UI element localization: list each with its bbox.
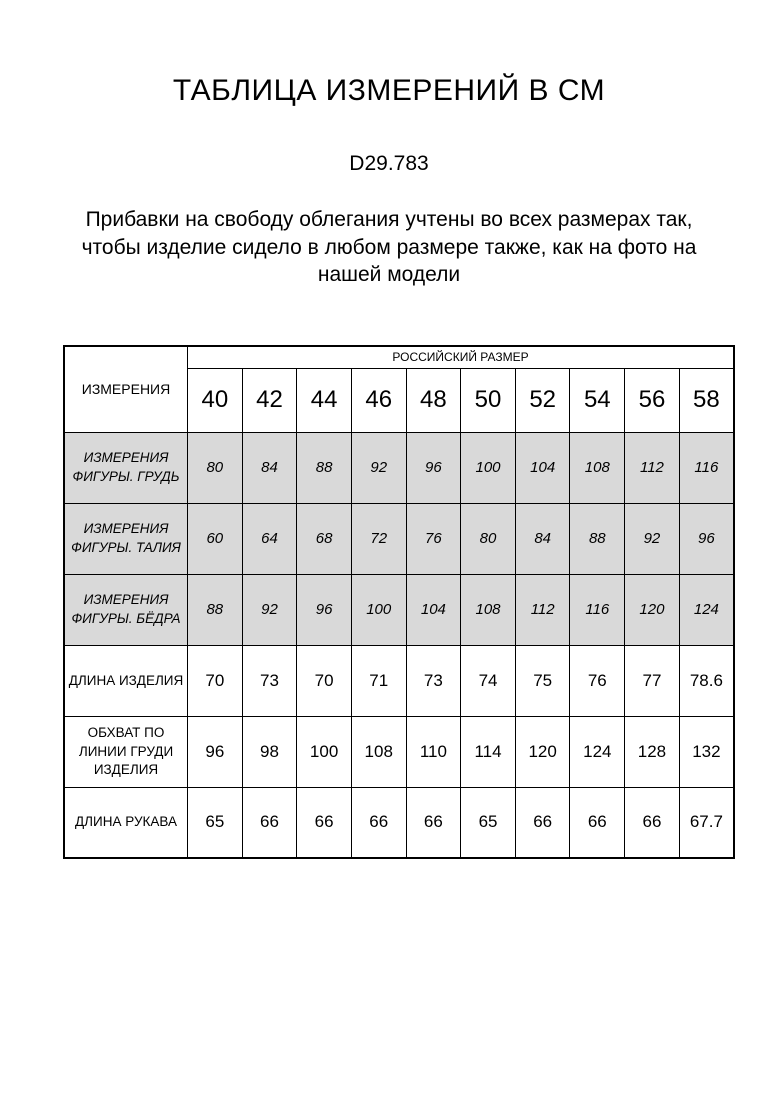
size-header-cell: 56 [625, 368, 680, 432]
value-cell: 96 [406, 432, 461, 503]
value-cell: 104 [406, 574, 461, 645]
value-cell: 73 [242, 645, 297, 716]
value-cell: 112 [515, 574, 570, 645]
value-cell: 65 [461, 787, 516, 858]
size-header-cell: 50 [461, 368, 516, 432]
value-cell: 66 [406, 787, 461, 858]
value-cell: 124 [679, 574, 734, 645]
value-cell: 108 [461, 574, 516, 645]
value-cell: 124 [570, 716, 625, 787]
size-header-cell: 54 [570, 368, 625, 432]
value-cell: 100 [351, 574, 406, 645]
value-cell: 71 [351, 645, 406, 716]
value-cell: 80 [188, 432, 243, 503]
value-cell: 70 [188, 645, 243, 716]
value-cell: 120 [625, 574, 680, 645]
value-cell: 66 [625, 787, 680, 858]
value-cell: 60 [188, 503, 243, 574]
value-cell: 114 [461, 716, 516, 787]
fit-note: Прибавки на свободу облегания учтены во всех размерах так, чтобы изделие сидело в любом размере также, как на фото на нашей модели [81, 208, 697, 287]
table-row [64, 716, 734, 787]
value-cell: 70 [297, 645, 352, 716]
value-cell: 132 [679, 716, 734, 787]
value-cell: 80 [461, 503, 516, 574]
size-header-cell: 52 [515, 368, 570, 432]
size-header-cell: 46 [351, 368, 406, 432]
value-cell: 104 [515, 432, 570, 503]
value-cell: 72 [351, 503, 406, 574]
value-cell: 96 [297, 574, 352, 645]
value-cell: 66 [351, 787, 406, 858]
value-cell: 120 [515, 716, 570, 787]
value-cell: 78.6 [679, 645, 734, 716]
group-header-row [64, 346, 734, 368]
value-cell: 73 [406, 645, 461, 716]
row-label: ОБХВАТ ПО ЛИНИИ ГРУДИ ИЗДЕЛИЯ [64, 716, 188, 787]
row-label: ИЗМЕРЕНИЯ ФИГУРЫ. ТАЛИЯ [64, 503, 188, 574]
value-cell: 92 [351, 432, 406, 503]
value-cell: 88 [297, 432, 352, 503]
value-cell: 84 [242, 432, 297, 503]
page-title: ТАБЛИЦА ИЗМЕРЕНИЙ В СМ [172, 74, 606, 107]
value-cell: 116 [570, 574, 625, 645]
row-label: ДЛИНА РУКАВА [64, 787, 188, 858]
value-cell: 100 [297, 716, 352, 787]
measurements-table [63, 345, 735, 859]
value-cell: 88 [188, 574, 243, 645]
row-label: ДЛИНА ИЗДЕЛИЯ [64, 645, 188, 716]
group-header: РОССИЙСКИЙ РАЗМЕР [188, 346, 735, 368]
corner-header: ИЗМЕРЕНИЯ [64, 346, 188, 432]
table-row [64, 645, 734, 716]
value-cell: 77 [625, 645, 680, 716]
size-header-cell: 44 [297, 368, 352, 432]
table-row [64, 503, 734, 574]
value-cell: 66 [570, 787, 625, 858]
value-cell: 64 [242, 503, 297, 574]
value-cell: 108 [570, 432, 625, 503]
value-cell: 116 [679, 432, 734, 503]
measurements-table-wrap [63, 345, 778, 859]
value-cell: 67.7 [679, 787, 734, 858]
value-cell: 96 [188, 716, 243, 787]
value-cell: 108 [351, 716, 406, 787]
value-cell: 88 [570, 503, 625, 574]
value-cell: 92 [242, 574, 297, 645]
value-cell: 66 [515, 787, 570, 858]
value-cell: 66 [297, 787, 352, 858]
size-header-cell: 58 [679, 368, 734, 432]
value-cell: 75 [515, 645, 570, 716]
row-label: ИЗМЕРЕНИЯ ФИГУРЫ. БЁДРА [64, 574, 188, 645]
model-code: D29.783 [349, 152, 429, 175]
value-cell: 96 [679, 503, 734, 574]
value-cell: 84 [515, 503, 570, 574]
row-label: ИЗМЕРЕНИЯ ФИГУРЫ. ГРУДЬ [64, 432, 188, 503]
value-cell: 110 [406, 716, 461, 787]
value-cell: 68 [297, 503, 352, 574]
table-row [64, 432, 734, 503]
value-cell: 76 [570, 645, 625, 716]
table-head [64, 346, 734, 432]
value-cell: 128 [625, 716, 680, 787]
value-cell: 65 [188, 787, 243, 858]
table-row [64, 574, 734, 645]
size-header-cell: 40 [188, 368, 243, 432]
table-body [64, 432, 734, 858]
value-cell: 100 [461, 432, 516, 503]
value-cell: 66 [242, 787, 297, 858]
value-cell: 74 [461, 645, 516, 716]
size-header-cell: 48 [406, 368, 461, 432]
value-cell: 98 [242, 716, 297, 787]
table-row [64, 787, 734, 858]
size-header-cell: 42 [242, 368, 297, 432]
value-cell: 112 [625, 432, 680, 503]
value-cell: 92 [625, 503, 680, 574]
value-cell: 76 [406, 503, 461, 574]
